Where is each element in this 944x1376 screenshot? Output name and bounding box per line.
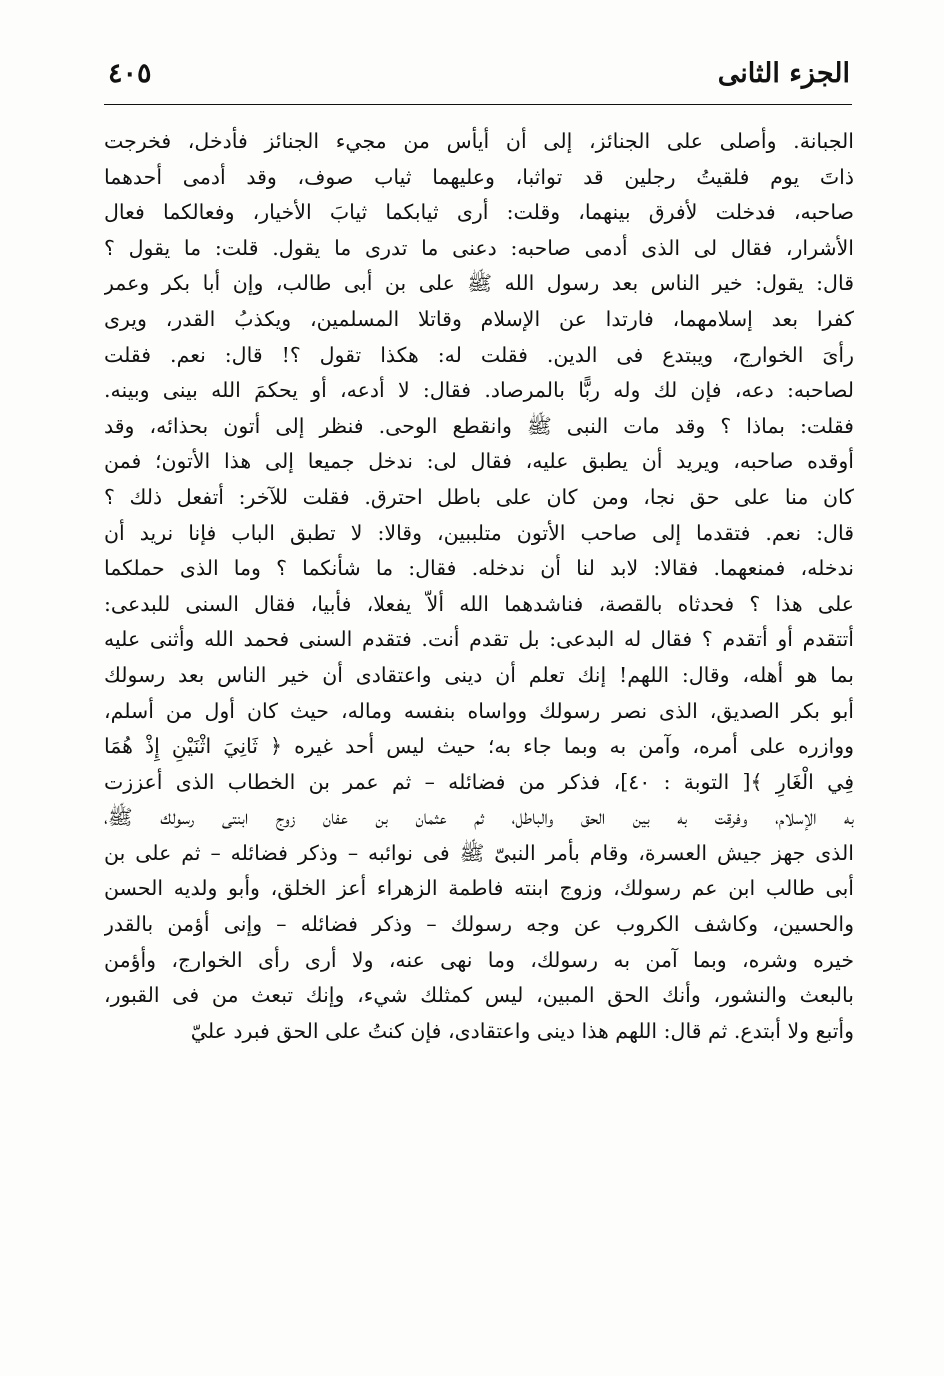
text-line: الذى جهز جيش العسرة، وقام بأمر النبىّ ﷺ فى نوائبه – وذكر فضائله – ثم على بن: [104, 840, 854, 865]
text-line: أبى طالب ابن عم رسولك، وزوج ابنته فاطمة الزهراء أعز الخلق، وأبو ولديه الحسن: [104, 876, 854, 901]
text-line: خيره وشره، وبما آمن به رسولك، وما نهى عنه، ولا أرى رأى الخوارج، وأؤمن: [104, 947, 854, 972]
text-line: الجبانة. وأصلى على الجنائز، إلى أن أيأس من مجيء الجنائز فأدخل، فخرجت: [104, 129, 854, 153]
body-text: [104, 124, 854, 1049]
text-line: أوقده صاحبه، ويريد أن يطبق عليه، فقال لى: ندخل جميعا إلى هذا الأتون؛ فمن: [104, 449, 854, 474]
text-line: والحسين، وكاشف الكروب عن وجه رسولك – وذكر فضائله – وإنى أؤمن بالقدر: [104, 912, 854, 937]
text-line: فِي الْغَارِ ﴾[ التوبة : ٤٠]، فذكر من فضائله – ثم عمر بن الخطاب الذى أعززت: [104, 769, 854, 794]
text-line: لصاحبه: دعه، فإن لك وله ربًّا بالمرصاد. فقال: لا أدعه، أو يحكمَ الله بينى وبينه.: [104, 378, 854, 403]
text-line: فقلت: بماذا ؟ وقد مات النبى ﷺ وانقطع الوحى. فنظر إلى أتون بحذائه، وقد: [104, 413, 854, 438]
running-head: الجزء الثانى: [717, 58, 850, 89]
text-line: ندخله، فمنعهما. فقالا: لابد لنا أن ندخله. فقال: ما شأنكما ؟ وما الذى حملكما: [104, 556, 854, 581]
text-line: به الإسلام، وفرقت به بين الحق والباطل، ثم عثمان بن عفان زوج ابنتى رسولك ﷺ،: [104, 805, 854, 830]
text-line: ذاتَ يوم فلقيتُ رجلين قد تواثبا، وعليهما ثياب صوف، وقد أدمى أحدهما: [104, 164, 854, 189]
text-line: كفرا بعد إسلامهما، فارتدا عن الإسلام وقاتلا المسلمين، ويكذبُ القدر، ويرى: [104, 306, 854, 331]
text-line: أتتقدم أو أتقدم ؟ فقال له البدعى: بل تقدم أنت. فتقدم السنى فحمد الله وأثنى عليه: [104, 627, 854, 652]
text-line: على هذا ؟ فحدثاه بالقصة، فناشدهما الله ألاّ يفعلا، فأبيا، فقال السنى للبدعى:: [104, 591, 854, 616]
text-line: قال: نعم. فتقدما إلى صاحب الأتون متلببين، وقالا: لا تطبق الباب فإنا نريد أن: [104, 520, 854, 545]
text-line: بما هو أهله، وقال: اللهم! إنك تعلم أن دينى واعتقادى أن خير الناس بعد رسولك: [104, 662, 854, 687]
header-rule: [104, 104, 852, 105]
text-line: ووازره على أمره، وآمن به وبما جاء به؛ حيث ليس أحد غيره ﴿ ثَانِيَ اثْنَيْنِ إِذْ هُمَا: [104, 734, 854, 759]
text-line: وأتبع ولا أبتدع. ثم قال: اللهم هذا دينى واعتقادى، فإن كنتُ على الحق فبرد عليّ: [190, 1018, 854, 1043]
text-line: كان منا على حق نجا، ومن كان على باطل احترق. فقلت للآخر: أتفعل ذلك ؟: [104, 484, 854, 509]
text-line: قال: يقول: خير الناس بعد رسول الله ﷺ على بن أبى طالب، وإن أبا بكر وعمر: [104, 271, 854, 296]
text-line: بالبعث والنشور، وأنك الحق المبين، ليس كمثلك شيء، وإنك تبعث من فى القبور،: [104, 983, 854, 1008]
page-number: ٤٠٥: [108, 58, 152, 89]
text-line: الأشرار، فقال لى الذى أدمى صاحبه: دعنى ما تدرى ما يقول. قلت: ما يقول ؟: [104, 235, 854, 260]
text-line: رأىَ الخوارج، ويبتدع فى الدين. فقلت له: هكذا تقول ؟! قال: نعم. فقلت: [104, 342, 854, 367]
page-header: [108, 56, 850, 96]
text-line: أبو بكر الصديق، الذى نصر رسولك وواساه بنفسه وماله، حيث كان أول من أسلم،: [104, 698, 854, 723]
text-line: صاحبه، فدخلت لأفرق بينهما، وقلت: أرى ثيابكما ثيابَ الأخيار، وفعالكما فعال: [104, 200, 854, 225]
